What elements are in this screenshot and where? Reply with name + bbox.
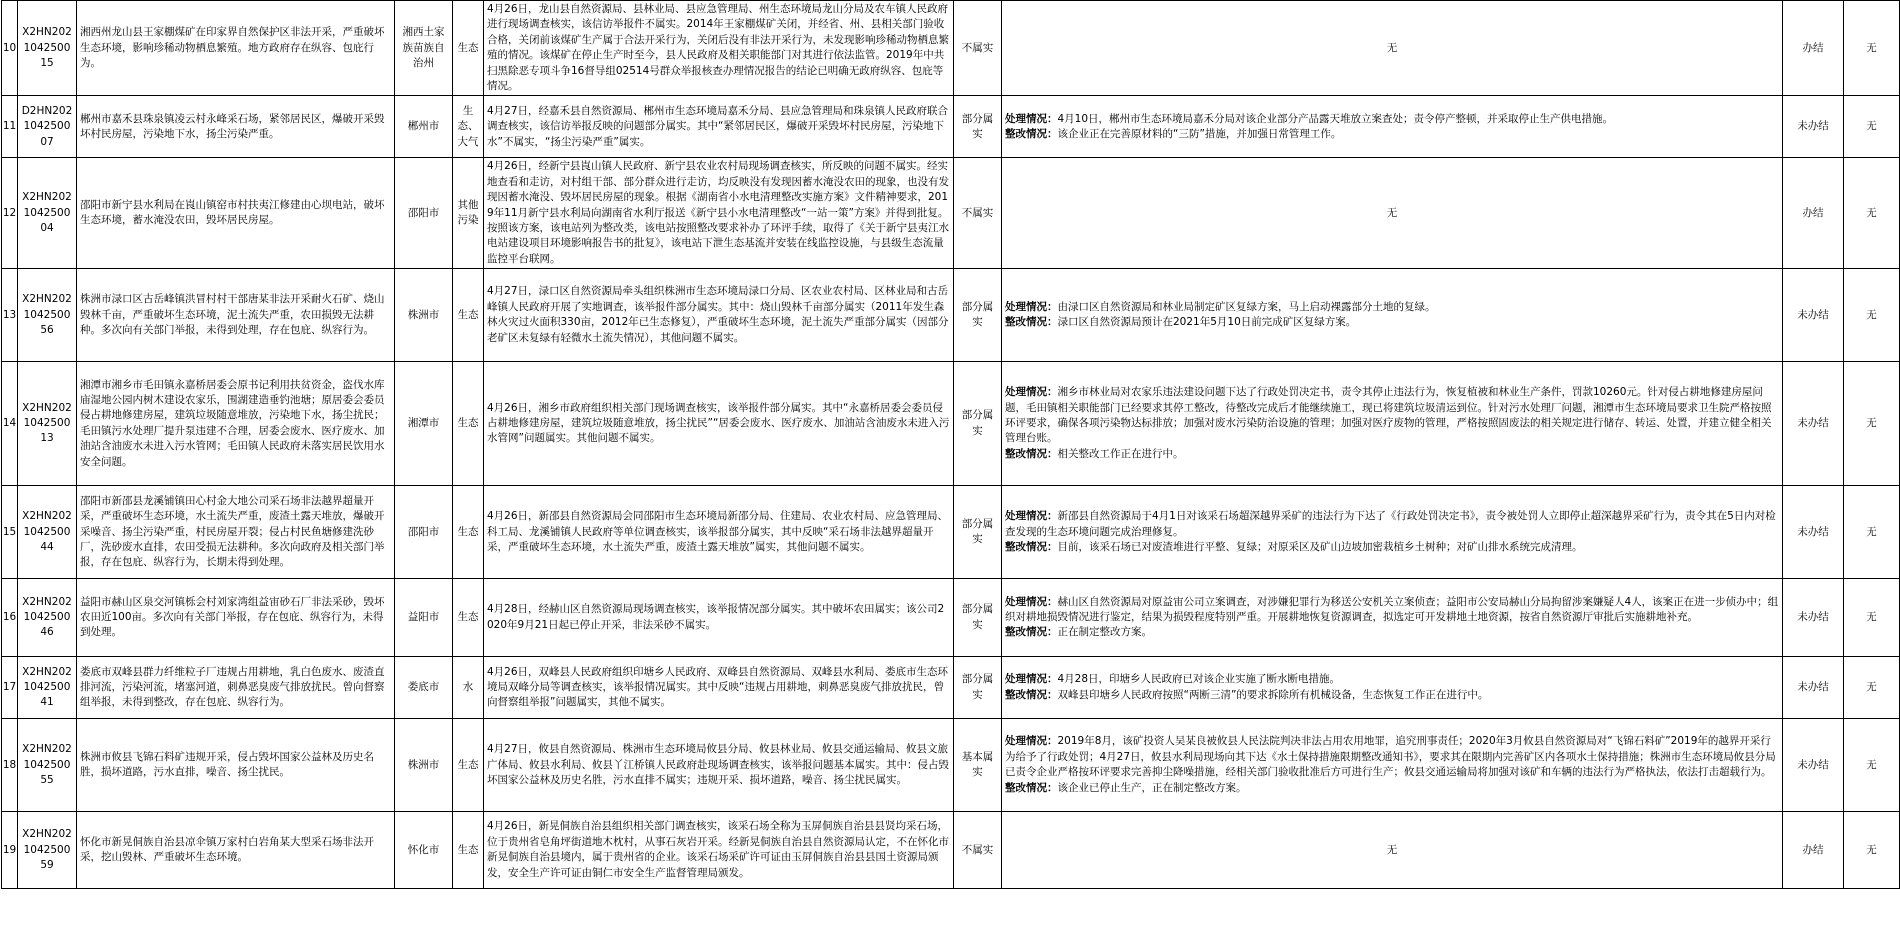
verdict: 不属实	[954, 1, 1002, 96]
investigation-result: 4月26日，双峰县人民政府组织印塘乡人民政府、双峰县自然资源局、双峰县水利局、娄底市生态环境局双峰分局等调查核实，该举报情况属实。其中反映“违规占用耕地，刺鼻恶臭废气排放扰民，曾向督察组举报”问题属实，其他不属实。	[484, 657, 954, 719]
pollution-type: 生态、大气	[453, 96, 484, 158]
area: 株洲市	[395, 269, 453, 362]
handling-text: 赫山区自然资源局对原益宙公司立案调查，对涉嫌犯罪行为移送公安机关立案侦查；益阳市公安局赫山分局拘留涉案嫌疑人4人，该案正在进一步侦办中；组织对耕地损毁情况进行鉴定，结果为损毁程度特别严重。开展耕地恢复资源调查，拟选定可开发耕地土地资源，按省自然资源厅审批后实施耕地补充。	[1005, 595, 1779, 624]
rectify-text: 双峰县印塘乡人民政府按照“两断三清”的要求拆除所有机械设备，生态恢复工作正在进行中。	[1057, 688, 1489, 701]
complaint-code: X2HN2021042500 46	[18, 579, 77, 657]
complaint-content: 株洲市攸县飞锦石料矿违规开采，侵占毁坏国家公益林及历史名胜，损坏道路，污水直排，噪音、扬尘扰民。	[77, 719, 395, 812]
verdict: 基本属实	[954, 719, 1002, 812]
pollution-type: 其他污染	[453, 158, 484, 269]
area: 邵阳市	[395, 158, 453, 269]
row-number: 11	[2, 96, 18, 158]
complaint-code: X2HN2021042500 44	[18, 486, 77, 579]
investigation-result: 4月27日，经嘉禾县自然资源局、郴州市生态环境局嘉禾分局、县应急管理局和珠泉镇人民政府联合调查核实，该信访举报反映的问题部分属实。其中“紧邻居民区，爆破开采毁坏村民房屋，污染地下水”不属实，“扬尘污染严重”属实。	[484, 96, 954, 158]
table-row	[2, 812, 1900, 889]
handling-text: 新邵县自然资源局于4月1日对该采石场超深越界采矿的违法行为下达了《行政处罚决定书》，责令被处罚人立即停止超深越界采矿行为，责令其在5日内对检查发现的生态环境问题完成治理修复。	[1005, 510, 1776, 538]
pollution-type: 生态	[453, 1, 484, 96]
verdict: 部分属实	[954, 362, 1002, 486]
table-row	[2, 657, 1900, 719]
handling-label: 处理情况：	[1005, 386, 1058, 399]
table-row	[2, 158, 1900, 269]
rectify-text: 正在制定整改方案。	[1057, 626, 1152, 639]
status: 未办结	[1783, 269, 1844, 362]
row-number: 14	[2, 362, 18, 486]
complaint-code: X2HN2021042500 59	[18, 812, 77, 889]
table-row	[2, 269, 1900, 362]
complaint-code: X2HN2021042500 56	[18, 269, 77, 362]
verdict: 不属实	[954, 158, 1002, 269]
handling-paragraph	[1005, 843, 1779, 858]
status: 未办结	[1783, 486, 1844, 579]
table-row	[2, 1, 1900, 96]
complaint-code: X2HN2021042500 55	[18, 719, 77, 812]
rectify-text: 该企业已停止生产，正在制定整改方案。	[1057, 781, 1247, 794]
area: 邵阳市	[395, 486, 453, 579]
rectify-text: 目前，该采石场已对废渣堆进行平整、复绿；对原采区及矿山边坡加密栽植乡土树种；对矿山排水系统完成清理。	[1057, 540, 1583, 553]
handling-rectification	[1002, 812, 1783, 889]
row-number: 19	[2, 812, 18, 889]
accountability: 无	[1844, 158, 1900, 269]
row-number: 16	[2, 579, 18, 657]
row-number: 17	[2, 657, 18, 719]
rectify-paragraph	[1005, 781, 1779, 796]
handling-label: 处理情况：	[1005, 112, 1058, 125]
rectify-label: 整改情况：	[1005, 447, 1058, 460]
row-number: 15	[2, 486, 18, 579]
pollution-type: 生态	[453, 362, 484, 486]
pollution-type: 生态	[453, 269, 484, 362]
rectify-label: 整改情况：	[1005, 781, 1058, 794]
complaint-content: 湘西州龙山县王家棚煤矿在印家界自然保护区非法开采，严重破坏生态环境，影响珍稀动物栖息繁殖。地方政府存在纵容、包庇行为。	[77, 1, 395, 96]
handling-rectification	[1002, 579, 1783, 657]
status: 未办结	[1783, 96, 1844, 158]
investigation-result: 4月28日，经赫山区自然资源局现场调查核实，该举报情况部分属实。其中破坏农田属实；该公司2020年9月21日起已停止开采，非法采砂不属实。	[484, 579, 954, 657]
rectify-label: 整改情况：	[1005, 688, 1058, 701]
investigation-result: 4月27日，渌口区自然资源局牵头组织株洲市生态环境局渌口分局、区农业农村局、区林业局和古岳峰镇人民政府开展了实地调查，该举报件部分属实。其中：烧山毁林千亩部分属实（2011年发生森林火灾过火面积330亩，2012年已生态修复），严重破坏生态环境，泥土流失严重部分属实（因部分老矿区未复绿有轻微水土流失情况），其他问题不属实。	[484, 269, 954, 362]
rectify-text: 该企业正在完善原材料的“三防”措施，并加强日常管理工作。	[1057, 127, 1342, 140]
investigation-result: 4月26日，新邵县自然资源局会同邵阳市生态环境局新邵分局、住建局、农业农村局、应急管理局、科工局、龙溪铺镇人民政府等单位调查核实，该举报部分属实，其中反映“采石场非法越界超量开采，严重破坏生态环境，水土流失严重，废渣土露天堆放”属实，其他问题不属实。	[484, 486, 954, 579]
handling-text: 无	[1386, 843, 1398, 856]
accountability: 无	[1844, 579, 1900, 657]
rectify-paragraph	[1005, 127, 1779, 142]
table-row	[2, 719, 1900, 812]
complaint-code: X2HN2021042500 41	[18, 657, 77, 719]
rectify-label: 整改情况：	[1005, 127, 1058, 140]
status: 未办结	[1783, 719, 1844, 812]
handling-text: 无	[1386, 206, 1398, 219]
status: 办结	[1783, 158, 1844, 269]
complaint-content: 郴州市嘉禾县珠泉镇凌云村永峰采石场，紧邻居民区，爆破开采毁坏村民房屋，污染地下水，扬尘污染严重。	[77, 96, 395, 158]
area: 湘潭市	[395, 362, 453, 486]
handling-text: 湘乡市林业局对农家乐违法建设问题下达了行政处罚决定书，责令其停止违法行为，恢复植被和林业生产条件，罚款10260元。针对侵占耕地修建房屋问题，毛田镇相关职能部门已经要求其停工整改，待整改完成后才能继续施工，现已将建筑垃圾清运到位。针对污水处理厂问题，湘潭市生态环境局要求卫生院严格按照环评要求，确保各项污染物达标排放；加强对废水污染防治设施的管理；加强对医疗废物的管理，严格按照固废法的相关规定进行储存、转运、处置，并建立健全相关管理台账。	[1005, 386, 1772, 445]
handling-paragraph	[1005, 509, 1779, 540]
investigation-result: 4月26日，经新宁县崀山镇人民政府、新宁县农业农村局现场调查核实，所反映的问题不属实。经实地查看和走访，对村组干部、部分群众进行走访，均反映没有发现因蓄水淹没农田的现象，也没有发现因蓄水淹没、毁坏居民房屋的现象。根据《湖南省小水电清理整改实施方案》文件精神要求，2019年11月新宁县水利局向湖南省水利厅报送《新宁县小水电清理整改“一站一策”方案》并得到批复。按照该方案，该电站列为整改类，该电站按照整改要求补办了环评手续，取得了《关于新宁县夷江水电站建设项目环境影响报告书的批复》，该电站下泄生态基流并安装在线监控设施，与县级生态流量监控平台联网。	[484, 158, 954, 269]
accountability: 无	[1844, 486, 1900, 579]
investigation-result: 4月27日，攸县自然资源局、株洲市生态环境局攸县分局、攸县林业局、攸县交通运输局、攸县文旅广体局、攸县水利局、攸县丫江桥镇人民政府赴现场调查核实，该举报问题基本属实。其中：侵占毁坏国家公益林及历史名胜，污水直排不属实；违规开采、损坏道路，噪音、扬尘扰民属实。	[484, 719, 954, 812]
area: 郴州市	[395, 96, 453, 158]
area: 娄底市	[395, 657, 453, 719]
complaint-content: 株洲市渌口区古岳峰镇洪冒村村干部唐某非法开采耐火石矿、烧山毁林千亩，严重破坏生态环境，泥土流失严重，农田损毁无法耕种。多次向有关部门举报，未得到处理，存在包庇、纵容行为。	[77, 269, 395, 362]
table-row	[2, 96, 1900, 158]
handling-paragraph	[1005, 595, 1779, 626]
complaint-content: 湘潭市湘乡市毛田镇永嘉桥居委会原书记利用扶贫资金，盗伐水库庙湿地公园内树木建设农家乐，围湖建造垂钓池塘；原居委会委员侵占耕地修建房屋，建筑垃圾随意堆放，污染地下水，扬尘扰民；毛田镇污水处理厂提升泵违建不合理，居委会废水、医疗废水、加油站含油废水未进入污水管网；毛田镇人民政府未落实居民饮用水安全问题。	[77, 362, 395, 486]
handling-paragraph	[1005, 300, 1779, 315]
handling-label: 处理情况：	[1005, 735, 1058, 748]
handling-rectification	[1002, 719, 1783, 812]
handling-label: 处理情况：	[1005, 673, 1058, 686]
accountability: 无	[1844, 812, 1900, 889]
rectify-paragraph	[1005, 688, 1779, 703]
rectify-label: 整改情况：	[1005, 316, 1058, 329]
table-row	[2, 362, 1900, 486]
pollution-type: 生态	[453, 579, 484, 657]
status: 办结	[1783, 1, 1844, 96]
pollution-type: 水	[453, 657, 484, 719]
status: 未办结	[1783, 657, 1844, 719]
handling-rectification	[1002, 486, 1783, 579]
status: 未办结	[1783, 579, 1844, 657]
complaint-code: X2HN2021042500 15	[18, 1, 77, 96]
handling-paragraph	[1005, 385, 1779, 447]
status: 未办结	[1783, 362, 1844, 486]
accountability: 无	[1844, 1, 1900, 96]
accountability: 无	[1844, 362, 1900, 486]
handling-rectification	[1002, 158, 1783, 269]
area: 怀化市	[395, 812, 453, 889]
rectify-paragraph	[1005, 625, 1779, 640]
verdict: 部分属实	[954, 96, 1002, 158]
handling-label: 处理情况：	[1005, 595, 1058, 608]
verdict: 不属实	[954, 812, 1002, 889]
rectify-label: 整改情况：	[1005, 540, 1058, 553]
complaint-table	[1, 0, 1900, 889]
table-row	[2, 486, 1900, 579]
rectify-paragraph	[1005, 315, 1779, 330]
accountability: 无	[1844, 269, 1900, 362]
verdict: 部分属实	[954, 486, 1002, 579]
verdict: 部分属实	[954, 269, 1002, 362]
rectify-text: 相关整改工作正在进行中。	[1057, 447, 1184, 460]
handling-text: 无	[1386, 41, 1398, 54]
rectify-paragraph	[1005, 447, 1779, 462]
handling-paragraph	[1005, 112, 1779, 127]
handling-rectification	[1002, 1, 1783, 96]
area: 湘西土家族苗族自治州	[395, 1, 453, 96]
handling-rectification	[1002, 657, 1783, 719]
handling-rectification	[1002, 269, 1783, 362]
accountability: 无	[1844, 96, 1900, 158]
area: 益阳市	[395, 579, 453, 657]
complaint-code: D2HN2021042500 07	[18, 96, 77, 158]
rectify-paragraph	[1005, 540, 1779, 555]
row-number: 18	[2, 719, 18, 812]
handling-rectification	[1002, 362, 1783, 486]
complaint-code: X2HN2021042500 04	[18, 158, 77, 269]
table-row	[2, 579, 1900, 657]
handling-paragraph	[1005, 41, 1779, 56]
complaint-content: 娄底市双峰县群力纤维粒子厂违规占用耕地，乳白色废水、废渣直排河流，污染河流，堵塞河道，刺鼻恶臭废气排放扰民。曾向督察组举报，未得到整改，存在包庇、纵容行为。	[77, 657, 395, 719]
handling-paragraph	[1005, 672, 1779, 687]
handling-rectification	[1002, 96, 1783, 158]
complaint-content: 邵阳市新宁县水利局在崀山镇窑市村扶夷江修建由心坝电站，破坏生态环境，蓄水淹没农田，毁坏居民房屋。	[77, 158, 395, 269]
pollution-type: 生态	[453, 486, 484, 579]
pollution-type: 生态	[453, 719, 484, 812]
complaint-content: 邵阳市新邵县龙溪铺镇田心村金大地公司采石场非法越界超量开采，严重破坏生态环境，水土流失严重，废渣土露天堆放，爆破开采噪音、扬尘污染严重，村民房屋开裂；侵占村民鱼塘修建洗砂厂，洗砂废水直排，农田受损无法耕种。多次向政府及相关部门举报，存在包庇、纵容行为，长期未得到处理。	[77, 486, 395, 579]
complaint-content: 怀化市新晃侗族自治县凉伞镇万家村白岩角某大型采石场非法开采，挖山毁林、严重破坏生态环境。	[77, 812, 395, 889]
status: 办结	[1783, 812, 1844, 889]
pollution-type: 生态	[453, 812, 484, 889]
area: 株洲市	[395, 719, 453, 812]
verdict: 部分属实	[954, 579, 1002, 657]
handling-paragraph	[1005, 206, 1779, 221]
handling-label: 处理情况：	[1005, 510, 1058, 523]
handling-paragraph	[1005, 734, 1779, 780]
complaint-code: X2HN2021042500 13	[18, 362, 77, 486]
handling-text: 由渌口区自然资源局和林业局制定矿区复绿方案，马上启动裸露部分土地的复绿。	[1057, 300, 1436, 313]
row-number: 10	[2, 1, 18, 96]
accountability: 无	[1844, 719, 1900, 812]
investigation-result: 4月26日，龙山县自然资源局、县林业局、县应急管理局、州生态环境局龙山分局及农车镇人民政府进行现场调查核实，该信访举报件不属实。2014年王家棚煤矿关闭，并经省、州、县相关部门验收合格，关闭前该煤矿生产属于合法开采行为，关闭后没有非法开采行为，未发现影响珍稀动物栖息繁殖的情况。该煤矿在停止生产时至今，县人民政府及相关职能部门对其进行依法监管。2019年中共扫黑除恶专项斗争16督导组02514号群众举报核查办理情况报告的结论已明确无政府纵容、包庇等情况。	[484, 1, 954, 96]
investigation-result: 4月26日，新晃侗族自治县组织相关部门调查核实，该采石场全称为玉屏侗族自治县县贤均采石场，位于贵州省皂角坪街道地木枕村，从事石灰岩开采。经新晃侗族自治县自然资源局认定，不在怀化市新晃侗族自治县境内，属于贵州省的企业。该采石场采矿许可证由玉屏侗族自治县县国土资源局颁发，安全生产许可证由铜仁市安全生产监督管理局颁发。	[484, 812, 954, 889]
handling-label: 处理情况：	[1005, 300, 1058, 313]
row-number: 13	[2, 269, 18, 362]
accountability: 无	[1844, 657, 1900, 719]
verdict: 部分属实	[954, 657, 1002, 719]
complaint-content: 益阳市赫山区泉交河镇栎会村刘家湾组益宙砂石厂非法采砂，毁坏农田近100亩。多次向有关部门举报，存在包庇、纵容行为，未得到处理。	[77, 579, 395, 657]
investigation-result: 4月26日，湘乡市政府组织相关部门现场调查核实，该举报件部分属实。其中“永嘉桥居委会委员侵占耕地修建房屋，建筑垃圾随意堆放，扬尘扰民”“居委会废水、医疗废水、加油站含油废水未进入污水管网”问题属实。其他问题不属实。	[484, 362, 954, 486]
rectify-label: 整改情况：	[1005, 626, 1058, 639]
row-number: 12	[2, 158, 18, 269]
handling-text: 4月28日，印塘乡人民政府已对该企业实施了断水断电措施。	[1057, 673, 1341, 686]
handling-text: 4月10日，郴州市生态环境局嘉禾分局对该企业部分产品露天堆放立案查处；责令停产整顿，并采取停止生产供电措施。	[1057, 112, 1614, 125]
handling-text: 2019年8月，该矿投资人吴某良被攸县人民法院判决非法占用农用地罪，追究刑事责任；2020年3月攸县自然资源局对“飞锦石料矿”2019年的越界开采行为给予了行政处罚；4月27日，攸县水利局现场向其下达《水土保持措施限期整改通知书》，要求其在限期内完善矿区内各项水土保持措施；株洲市生态环境局攸县分局已责令企业严格按环评要求完善抑尘降噪措施，经相关部门验收批准后方可进行生产；攸县交通运输局将加强对该矿和车辆的违法行为严格执法，依法打击超载行为。	[1005, 735, 1776, 779]
rectify-text: 渌口区自然资源局预计在2021年5月10日前完成矿区复绿方案。	[1057, 316, 1357, 329]
